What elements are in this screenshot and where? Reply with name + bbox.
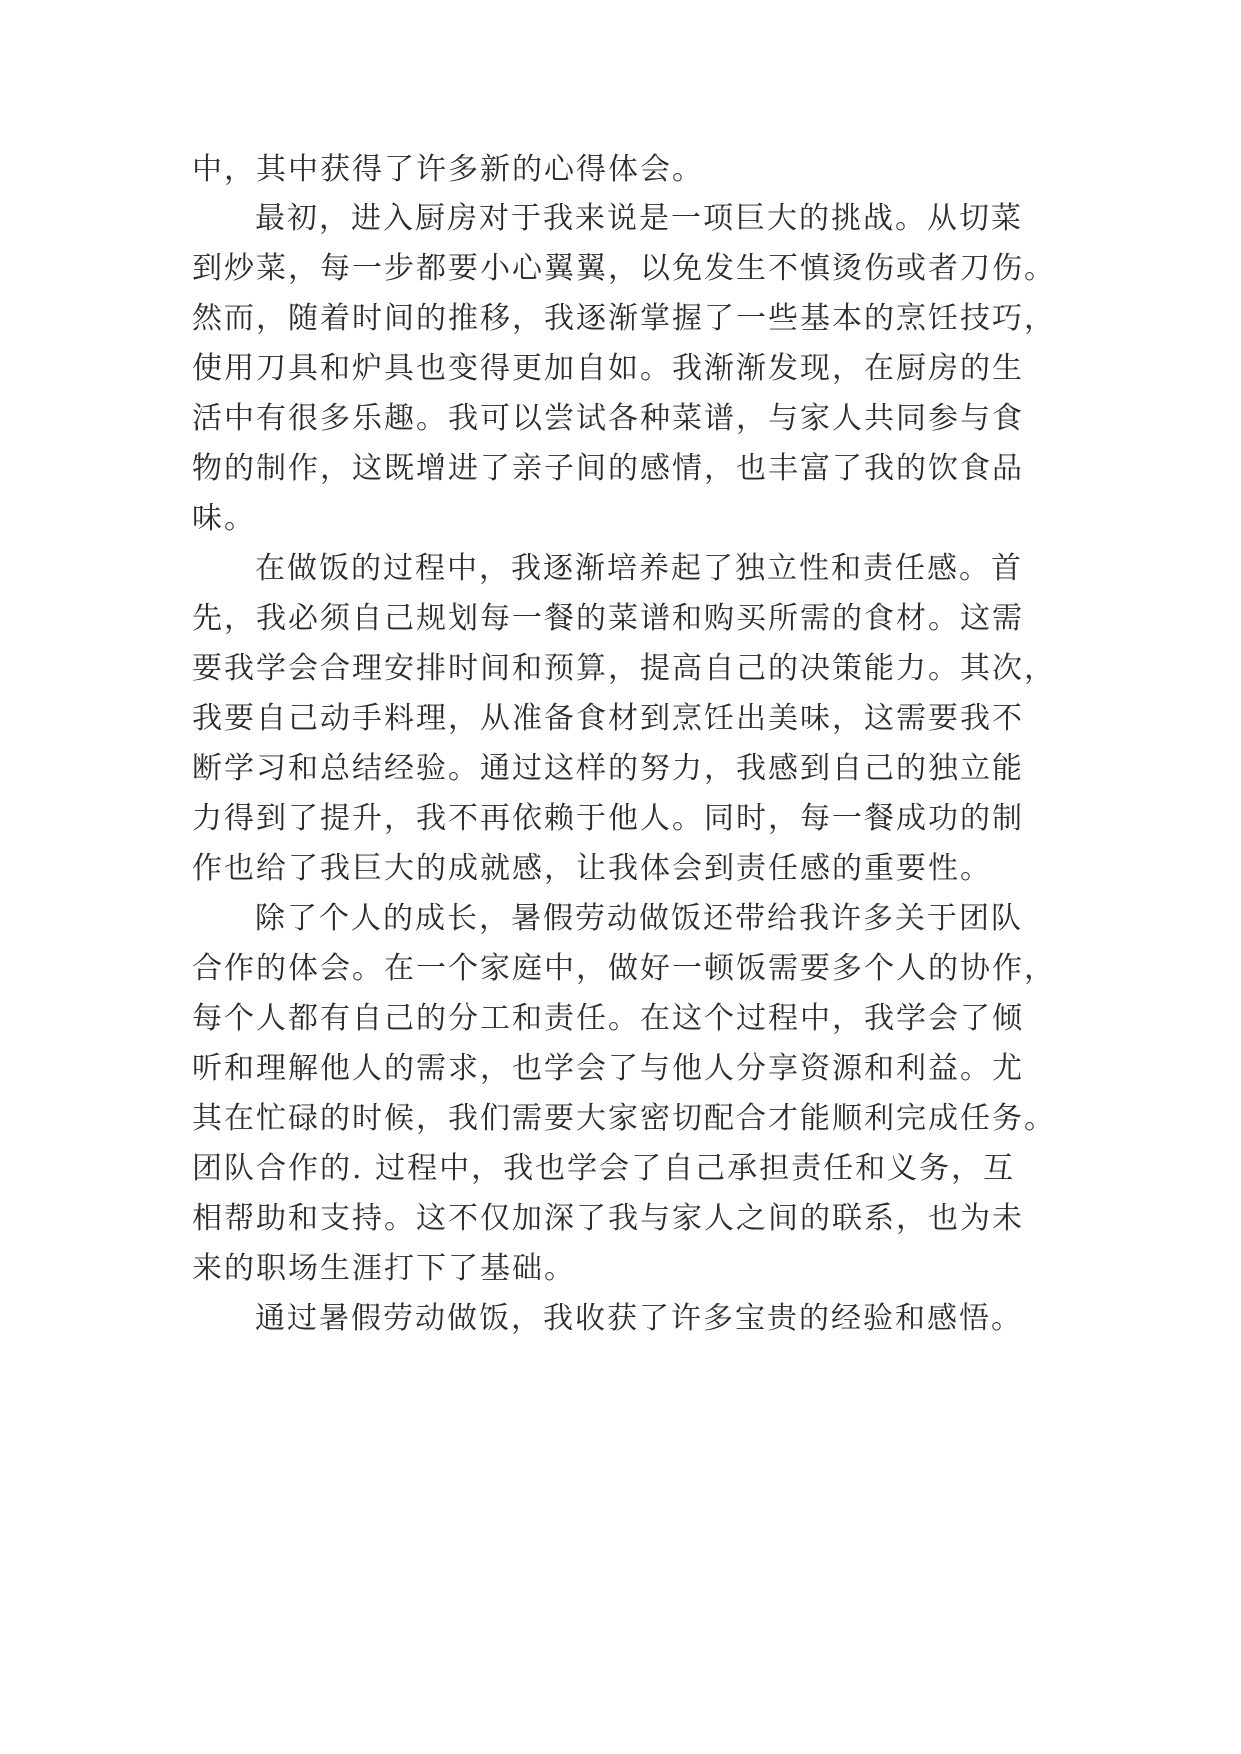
- text-line: 作也给了我巨大的成就感，让我体会到责任感的重要性。: [192, 851, 992, 886]
- text-line: 到炒菜，每一步都要小心翼翼，以免发生不慎烫伤或者刀伤。: [192, 251, 1056, 286]
- text-line: 味。: [192, 501, 256, 536]
- text-line: 相帮助和支持。这不仅加深了我与家人之间的联系，也为未: [192, 1201, 1024, 1236]
- text-line: 力得到了提升，我不再依赖于他人。同时，每一餐成功的制: [192, 801, 1024, 836]
- text-line: 合作的体会。在一个家庭中，做好一顿饭需要多个人的协作，: [192, 951, 1056, 986]
- text-line: 活中有很多乐趣。我可以尝试各种菜谱，与家人共同参与食: [192, 401, 1024, 436]
- text-line: 断学习和总结经验。通过这样的努力，我感到自己的独立能: [192, 751, 1024, 786]
- text-line: 通过暑假劳动做饭，我收获了许多宝贵的经验和感悟。: [255, 1301, 1023, 1336]
- text-line: 来的职场生涯打下了基础。: [192, 1251, 576, 1286]
- text-line: 中，其中获得了许多新的心得体会。: [192, 152, 704, 187]
- text-line: 听和理解他人的需求，也学会了与他人分享资源和利益。尤: [192, 1051, 1024, 1086]
- text-line: 最初，进入厨房对于我来说是一项巨大的挑战。从切菜: [255, 201, 1023, 236]
- text-line: 除了个人的成长，暑假劳动做饭还带给我许多关于团队: [255, 901, 1023, 936]
- text-line: 先，我必须自己规划每一餐的菜谱和购买所需的食材。这需: [192, 601, 1024, 636]
- text-line: 每个人都有自己的分工和责任。在这个过程中，我学会了倾: [192, 1001, 1024, 1036]
- text-line: 在做饭的过程中，我逐渐培养起了独立性和责任感。首: [255, 551, 1023, 586]
- text-line: 使用刀具和炉具也变得更加自如。我渐渐发现，在厨房的生: [192, 351, 1024, 386]
- text-line: 物的制作，这既增进了亲子间的感情，也丰富了我的饮食品: [192, 451, 1024, 486]
- text-line: 我要自己动手料理，从准备食材到烹饪出美味，这需要我不: [192, 701, 1024, 736]
- text-line: 其在忙碌的时候，我们需要大家密切配合才能顺利完成任务。: [192, 1101, 1056, 1136]
- text-line: 然而，随着时间的推移，我逐渐掌握了一些基本的烹饪技巧，: [192, 301, 1056, 336]
- text-line: 要我学会合理安排时间和预算，提高自己的决策能力。其次，: [192, 651, 1056, 686]
- text-line: 团队合作的. 过程中，我也学会了自己承担责任和义务，互: [192, 1151, 1016, 1186]
